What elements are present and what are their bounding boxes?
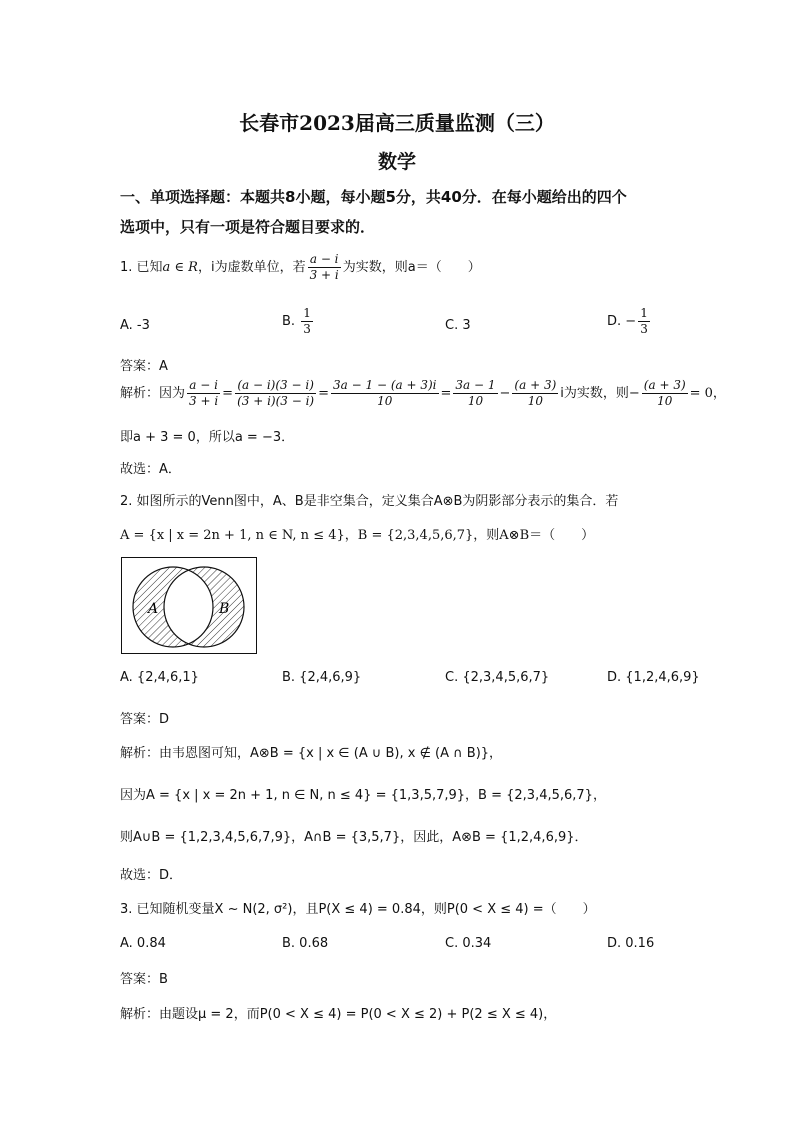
- q3-option-b: B. 0.68: [282, 936, 329, 951]
- q1-option-c: C. 3: [445, 318, 471, 333]
- q2-conclusion: 故选：D．: [120, 868, 183, 883]
- question-2-line2: A = {x | x = 2n + 1, n ∈ N, n ≤ 4}，B = {2,3,4,5,6,7}，则A⊗B＝（ ）: [120, 528, 595, 543]
- section-heading-line1: 一、单项选择题：本题共8小题，每小题5分，共40分．在每小题给出的四个: [120, 188, 627, 206]
- q1-option-a: A. -3: [120, 318, 150, 333]
- question-3: 3. 已知随机变量X ~ N(2, σ²)，且P(X ≤ 4) = 0.84，则P(0 < X ≤ 4) =（ ）: [120, 902, 596, 917]
- q2-analysis-line1: 解析：由韦恩图可知，A⊗B = {x | x ∈ (A ∪ B), x ∉ (A ∩ B)}，: [120, 746, 503, 761]
- q2-analysis-line2: 因为A = {x | x = 2n + 1, n ∈ N, n ≤ 4} = {1,3,5,7,9}，B = {2,3,4,5,6,7}，: [120, 788, 606, 803]
- q1-analysis-line2: 即a + 3 = 0，所以a = −3．: [120, 430, 295, 445]
- q2-answer: 答案：D: [120, 712, 170, 727]
- q2-analysis-line3: 则A∪B = {1,2,3,4,5,6,7,9}，A∩B = {3,5,7}，因此，A⊗B = {1,2,4,6,9}．: [120, 830, 588, 845]
- subject-title: 数学: [377, 151, 416, 173]
- q3-option-d: D. 0.16: [607, 936, 655, 951]
- venn-diagram: [121, 557, 257, 654]
- q2-option-b: B. {2,4,6,9}: [282, 670, 362, 685]
- q1-mid: ，i为虚数单位，若: [197, 260, 306, 275]
- q1-pre: 1. 已知: [120, 260, 163, 275]
- question-2: 2. 如图所示的Venn图中，A、B是非空集合，定义集合A⊗B为阴影部分表示的集合．若: [120, 494, 619, 509]
- question-1: [120, 252, 481, 283]
- q1-conclusion: 故选：A．: [120, 462, 181, 477]
- q3-option-a: A. 0.84: [120, 936, 166, 951]
- q3-option-c: C. 0.34: [445, 936, 492, 951]
- q1-analysis: 解析：因为 $\frac{a - i}{3 + i}$ = $\frac{(a - i)(3 - i)}{(3 + i)(3 - i)}$ = $\frac{3a - 1 - (a + 3)i}{10}$ = $\frac{3a - 1}{10}$ − $\frac{(a + 3)}{10}$ i为实数，则− $\frac{(a + 3)}{10}$ = 0，: [120, 378, 726, 408]
- q1-cond: a ∈ R: [162, 260, 198, 275]
- q1-option-b: B. $\frac{1}{3}$: [282, 306, 311, 336]
- q1-answer: 答案：A: [120, 359, 168, 374]
- set-a-label: A: [148, 601, 159, 617]
- q1-option-d: D. − $\frac{1}{3}$: [607, 306, 648, 336]
- q2-option-a: A. {2,4,6,1}: [120, 670, 199, 685]
- q2-option-d: D. {1,2,4,6,9}: [607, 670, 700, 685]
- section-heading-line2: 选项中，只有一项是符合题目要求的．: [120, 218, 376, 236]
- q2-option-c: C. {2,3,4,5,6,7}: [445, 670, 550, 685]
- q3-answer: 答案：B: [120, 972, 168, 987]
- set-b-label: B: [219, 601, 230, 617]
- page-title: 长春市2023届高三质量监测（三）: [239, 111, 555, 135]
- venn-svg: [122, 558, 256, 653]
- q1-post: 为实数，则a＝（ ）: [342, 260, 481, 275]
- q3-analysis-line1: 解析：由题设μ = 2，而P(0 < X ≤ 4) = P(0 < X ≤ 2) + P(2 ≤ X ≤ 4)，: [120, 1007, 557, 1022]
- q1-fraction: $\frac{a - i}{3 + i}$: [309, 252, 339, 282]
